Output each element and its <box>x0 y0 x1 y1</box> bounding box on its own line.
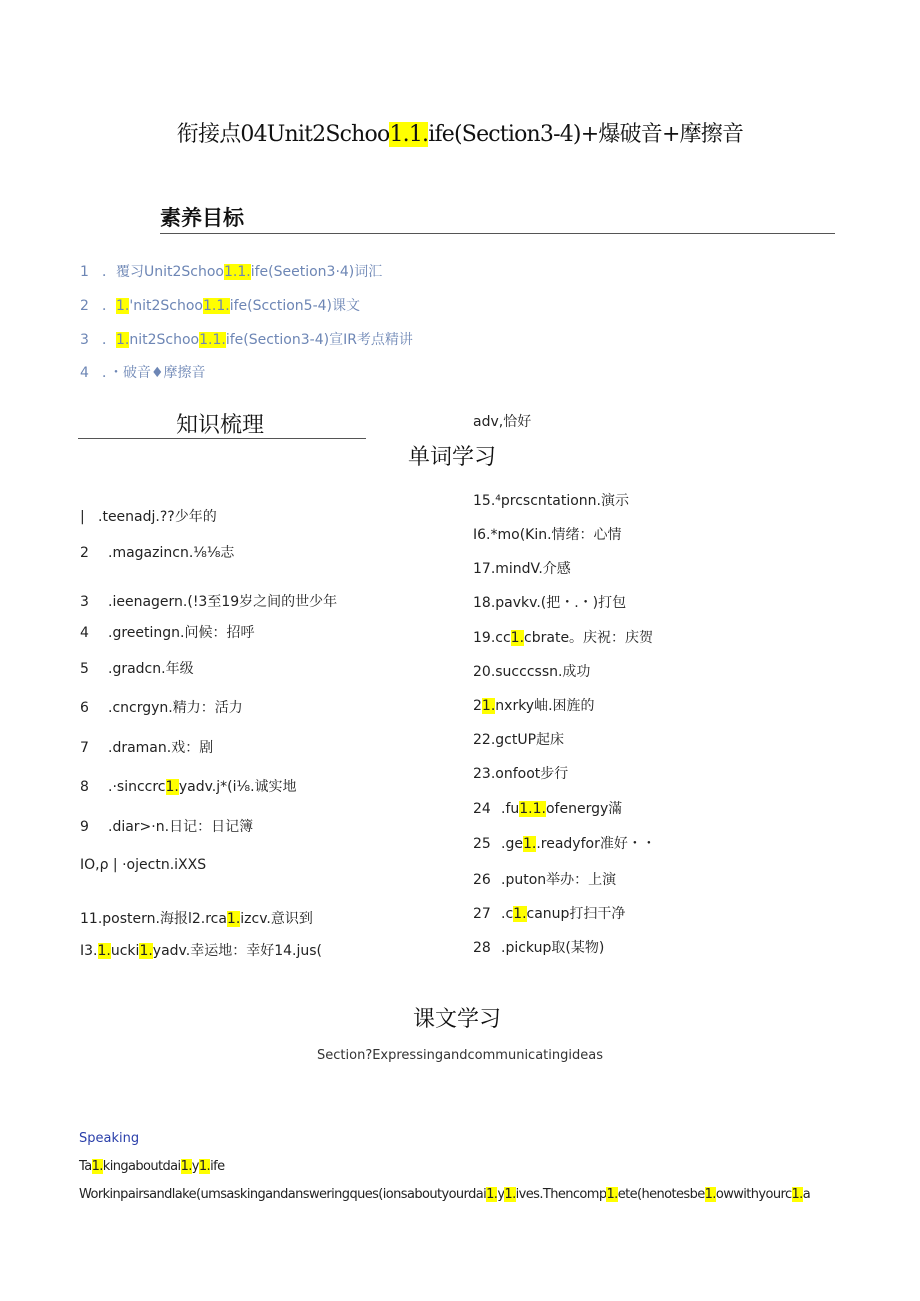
vocab-item: 5 .gradcn.年级 <box>80 661 194 677</box>
vocab-item: 27 .c1.canup打扫干净 <box>473 906 626 922</box>
vocab-item: 2 .magazincn.⅛⅛志 <box>80 545 235 561</box>
goals-heading: 素养目标 <box>160 206 244 230</box>
vocab-item: 11.postern.海报l2.rca1.izcv.意识到 <box>80 911 313 927</box>
vocab-item: 21.nxrky岫.困旌的 <box>473 698 595 714</box>
vocab-item: I6.*mo(Kin.情绪：心情 <box>473 527 622 543</box>
knowledge-divider <box>78 438 366 439</box>
goal-item-4: 4 ．・破音♦摩擦音 <box>80 365 206 381</box>
speaking-title: Ta1.kingaboutdai1.y1.ife <box>79 1159 225 1174</box>
speaking-label: Speaking <box>79 1131 140 1146</box>
goal-item-2: 2 ．1.'nit2Schoo1.1.ife(Scction5-4)课文 <box>80 298 361 314</box>
vocab-item: 15.⁴prcscntationn.演示 <box>473 493 629 509</box>
section-subtitle: Section?Expressingandcommunicatingideas <box>317 1048 603 1063</box>
speaking-instructions: Workinpairsandlake(umsaskingandansweringques(ionsaboutyourdai1.y1.ives.Thencomp1.ete(henotesbe1.owwithyourc1.a <box>79 1187 811 1202</box>
adv-note: adv,恰好 <box>473 414 532 430</box>
vocab-item: 7 .draman.戏：剧 <box>80 740 214 756</box>
vocab-item: 26 .puton举办：上演 <box>473 872 617 888</box>
text-study-heading: 课文学习 <box>413 1007 502 1032</box>
vocab-item: 9 .diar>·n.日记：日记簿 <box>80 819 254 835</box>
vocab-item: 18.pavkv.(把・.・)打包 <box>473 595 627 611</box>
vocab-item: IO,ρ | ·ojectn.iXXS <box>80 857 207 873</box>
vocab-item: 3 .ieenagern.(!3至19岁之间的世少年 <box>80 594 338 610</box>
vocab-item: 22.gctUP起床 <box>473 732 565 748</box>
vocab-item: 19.cc1.cbrate。庆祝：庆贺 <box>473 630 654 646</box>
vocab-item: 8 .·sinccrc1.yadv.j*(i⅛.诚实地 <box>80 779 297 795</box>
vocab-item: 17.mindV.介感 <box>473 561 571 577</box>
vocab-item: | .teenadj.??少年的 <box>80 509 217 525</box>
goal-item-3: 3 ．1.nit2Schoo1.1.ife(Section3-4)宣IR考点精讲 <box>80 332 413 348</box>
vocab-item: I3.1.ucki1.yadv.幸运地：幸好14.jus( <box>80 943 322 959</box>
vocab-item: 20.succcssn.成功 <box>473 664 591 680</box>
goal-item-1: 1 ．覆习Unit2Schoo1.1.ife(Seetion3·4)词汇 <box>80 264 383 280</box>
vocab-item: 28 .pickup取(某物) <box>473 940 605 956</box>
vocab-item: 4 .greetingn.问候：招呼 <box>80 625 255 641</box>
vocab-item: 24 .fu1.1.ofenergy滿 <box>473 801 623 817</box>
page-title: 衔接点04Unit2Schoo1.1.ife(Section3-4)+爆破音+摩擦音 <box>176 122 744 147</box>
vocab-heading: 单词学习 <box>408 445 497 470</box>
vocab-item: 25 .ge1..readyfor准好・・ <box>473 836 656 852</box>
goals-divider <box>160 233 835 234</box>
vocab-item: 23.onfoot步行 <box>473 766 569 782</box>
vocab-item: 6 .cncrgyn.精力：活力 <box>80 700 243 716</box>
knowledge-heading: 知识梳理 <box>176 413 265 438</box>
